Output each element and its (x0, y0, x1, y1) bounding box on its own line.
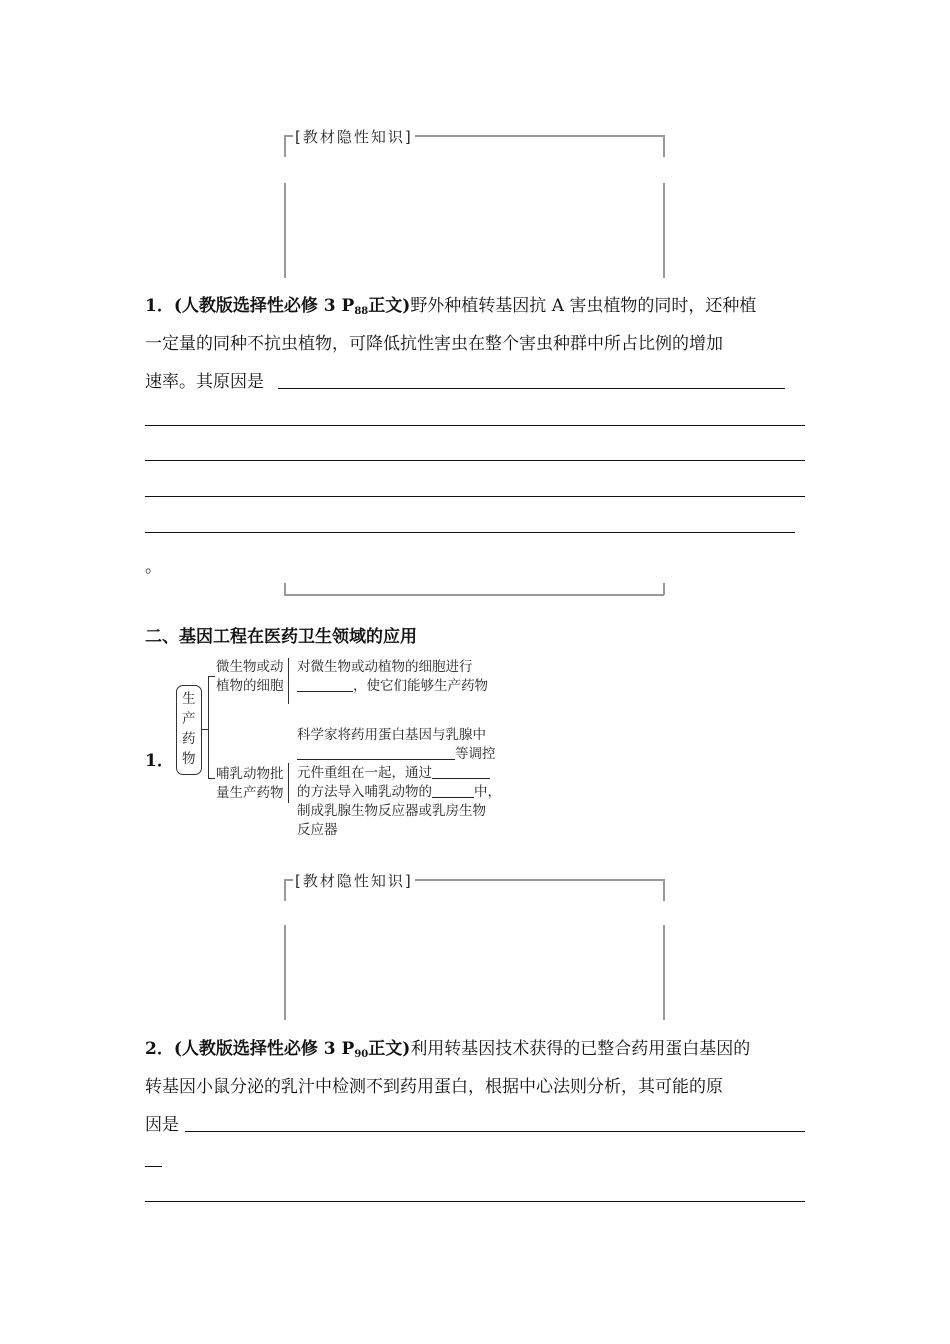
q1-answer-blank-1[interactable] (278, 388, 785, 389)
q1-answer-blank-5[interactable] (145, 532, 795, 533)
q2-line-2: 转基因小鼠分泌的乳汁中检测不到药用蛋白，根据中心法则分析，其可能的原 (145, 1077, 723, 1097)
box-title: [教材隐性知识] (295, 872, 413, 890)
branch-2-label: 哺乳动物批 量生产药物 (216, 766, 284, 801)
q1-answer-blank-3[interactable] (145, 460, 805, 461)
blank-3[interactable] (432, 764, 490, 779)
q1-line-1: 1．(人教版选择性必修 3 $P_{88}$正文)野外种植转基因抗 A 害虫植物的同时，还种植 (145, 296, 757, 317)
section-heading: 二、基因工程在医药卫生领域的应用 (145, 627, 417, 647)
center-node: 生 产 药 物 (176, 685, 202, 775)
blank-1[interactable] (297, 677, 353, 692)
branch-1-description: 对微生物或动植物的细胞进行 ，使它们能够生产药物 (297, 659, 488, 694)
q2-answer-blank-1[interactable] (185, 1131, 805, 1132)
q2-answer-blank-3[interactable] (145, 1201, 805, 1202)
blank-2[interactable] (297, 745, 455, 760)
q1-line-3: 速率。其原因是 (145, 372, 264, 392)
q1-answer-blank-2[interactable] (145, 425, 805, 426)
box-title: [教材隐性知识] (295, 128, 413, 146)
q2-line-3: 因是 (145, 1115, 179, 1135)
q2-answer-blank-2[interactable] (145, 1166, 162, 1167)
q1-answer-blank-4[interactable] (145, 496, 805, 497)
branch-1-label: 微生物或动 植物的细胞 (216, 659, 284, 694)
blank-4[interactable] (432, 783, 474, 798)
branch-2-description: 科学家将药用蛋白基因与乳腺中 等调控 元件重组在一起，通过 的方法导入哺乳动物的 中， 制成乳腺生物反应器或乳房生物 反应器 (297, 727, 501, 838)
q1-end-mark: 。 (145, 557, 162, 577)
q2-line-1: 2．(人教版选择性必修 3 $P_{90}$正文)利用转基因技术获得的已整合药用蛋白基因的 (145, 1039, 751, 1060)
diagram-item-number: 1． (145, 751, 174, 771)
q1-line-2: 一定量的同种不抗虫植物，可降低抗性害虫在整个害虫种群中所占比例的增加 (145, 334, 723, 354)
